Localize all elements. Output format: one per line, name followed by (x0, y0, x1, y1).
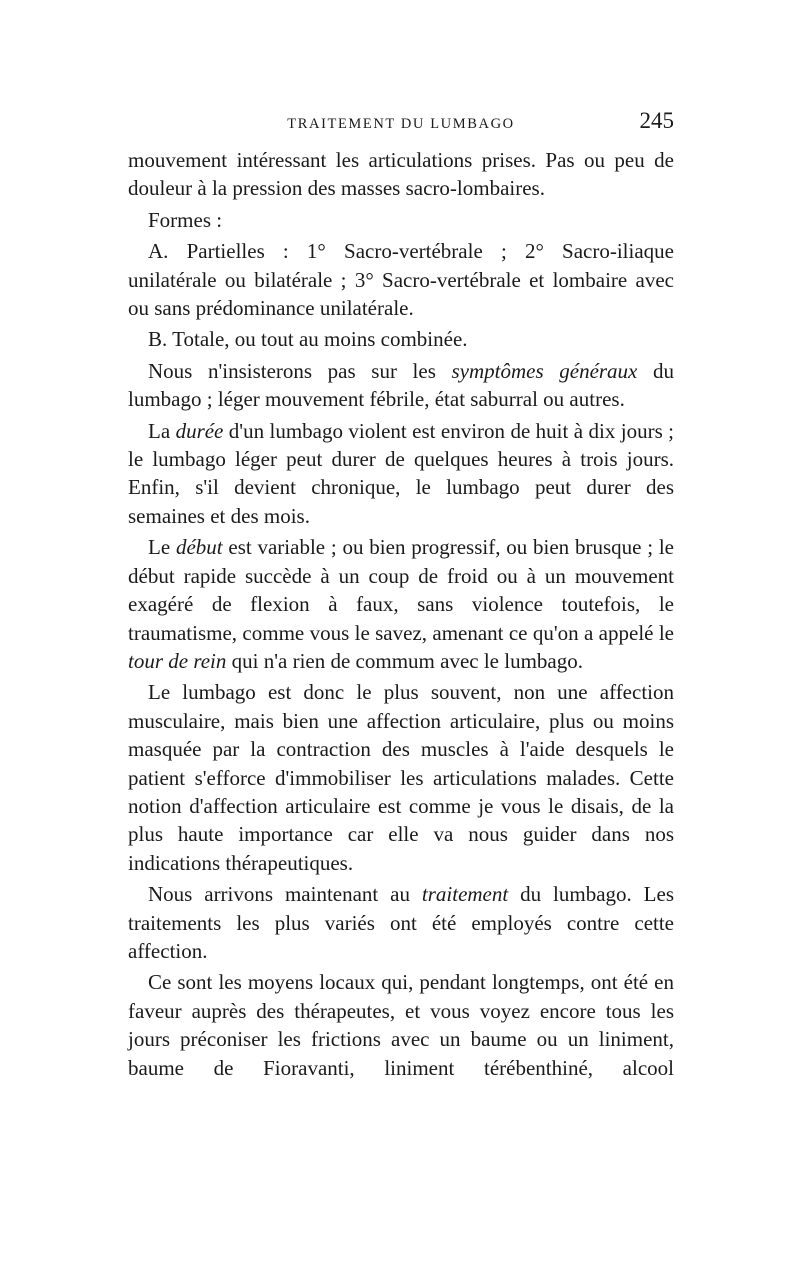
page-number: 245 (639, 108, 674, 133)
text-span: Le (148, 535, 176, 560)
italic-term: traitement (421, 882, 509, 907)
italic-term: début (175, 535, 223, 560)
text-span: du lumbago. Les traitements les plus variés ont été employés contre cette affection. (128, 882, 674, 963)
page-header (128, 108, 674, 142)
paragraph-totale: B. Totale, ou tout au moins combinée. (148, 327, 468, 352)
text-span: est variable ; ou bien progressif, ou bien brusque ; le début rapide succède à un coup de froid ou à un mouvement exagéré de flexion à faux, sans violence toutefois, le traumatisme, comme vous le savez, amenant ce qu'on a appelé le (128, 535, 674, 645)
text-span: d'un lumbago violent est environ de huit à dix jours ; le lumbago léger peut durer de quelques heures à trois jours. Enfin, s'il devient chronique, le lumbago peut durer des semaines et des mois. (128, 418, 674, 528)
text-span: qui n'a rien de commum avec le lumbago. (226, 648, 583, 673)
paragraph-debut (128, 533, 674, 675)
paragraph-continuation: mouvement intéressant les articulations prises. Pas ou peu de douleur à la pression des masses sacro-lombaires. (128, 148, 674, 201)
paragraph-symptomes (128, 357, 674, 414)
paragraph-moyens-locaux: Ce sont les moyens locaux qui, pendant longtemps, ont été en faveur auprès des thérapeutes, et vous voyez encore tous les jours préconiser les frictions avec un baume ou un liniment, baume de Fioravanti, liniment térébenthiné, alcool (128, 970, 674, 1080)
italic-term: durée (175, 418, 224, 443)
text-span: Nous arrivons maintenant au (148, 882, 422, 907)
text-span: La (148, 418, 176, 443)
body-text (128, 146, 674, 1082)
paragraph-traitement (128, 880, 674, 965)
paragraph-partielles: A. Partielles : 1° Sacro-vertébrale ; 2° Sacro-iliaque unilatérale ou bilatérale ; 3° Sacro-vertébrale et lombaire avec ou sans prédominance unilatérale. (128, 239, 674, 321)
book-page (128, 108, 674, 1082)
italic-term: symptômes généraux (451, 358, 638, 383)
running-title: TRAITEMENT DU LUMBAGO (287, 116, 515, 132)
text-span: du lumbago ; léger mouvement fébrile, état saburral ou autres. (128, 358, 674, 412)
italic-term: tour de rein (128, 648, 227, 673)
paragraph-duree (128, 417, 674, 531)
paragraph-affection-articulaire: Le lumbago est donc le plus souvent, non une affection musculaire, mais bien une affection articulaire, plus ou moins masquée par la contraction des muscles à l'aide desquels le patient s'efforce d'immobiliser les articulations malades. Cette notion d'affection articulaire est comme je vous le disais, de la plus haute importance car elle va nous guider dans nos indications thérapeutiques. (128, 680, 674, 875)
text-span: Nous n'insisterons pas sur les (148, 358, 452, 383)
paragraph-formes: Formes : (148, 207, 223, 232)
